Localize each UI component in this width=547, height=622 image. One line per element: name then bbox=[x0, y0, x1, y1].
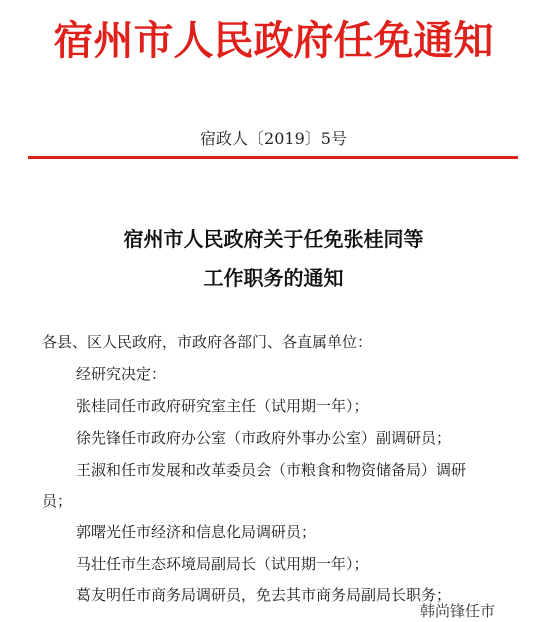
paragraph-line: 徐先锋任市政府办公室（市政府外事办公室）副调研员； bbox=[76, 429, 452, 447]
paragraph-line: 经研究决定： bbox=[76, 365, 167, 383]
paragraph-line: 葛友明任市商务局调研员，免去其市商务局副局长职务； bbox=[76, 586, 452, 604]
document-number: 宿政人〔2019〕5号 bbox=[200, 129, 347, 148]
addressee: 各县、区人民政府，市政府各部门、各直属单位： bbox=[42, 333, 373, 351]
notice-title-line-2: 工作职务的通知 bbox=[203, 266, 344, 290]
notice-title-line-1: 宿州市人民政府关于任免张桂同等 bbox=[123, 227, 424, 251]
paragraph-line: 张桂同任市政府研究室主任（试用期一年）； bbox=[76, 397, 369, 415]
paragraph-line: 郭曙光任市经济和信息化局调研员； bbox=[76, 523, 317, 541]
partial-next-line-text: 韩尚锋任市 bbox=[420, 602, 496, 620]
paragraph-line: 马壮任市生态环境局副局长（试用期一年）； bbox=[76, 555, 369, 573]
red-divider bbox=[28, 156, 518, 159]
paragraph-line: 王淑和任市发展和改革委员会（市粮食和物资储备局）调研 bbox=[76, 461, 467, 479]
partial-next-line bbox=[420, 602, 520, 620]
document-header-title: 宿州市人民政府任免通知 bbox=[53, 17, 494, 64]
paragraph-line: 员； bbox=[42, 492, 73, 510]
